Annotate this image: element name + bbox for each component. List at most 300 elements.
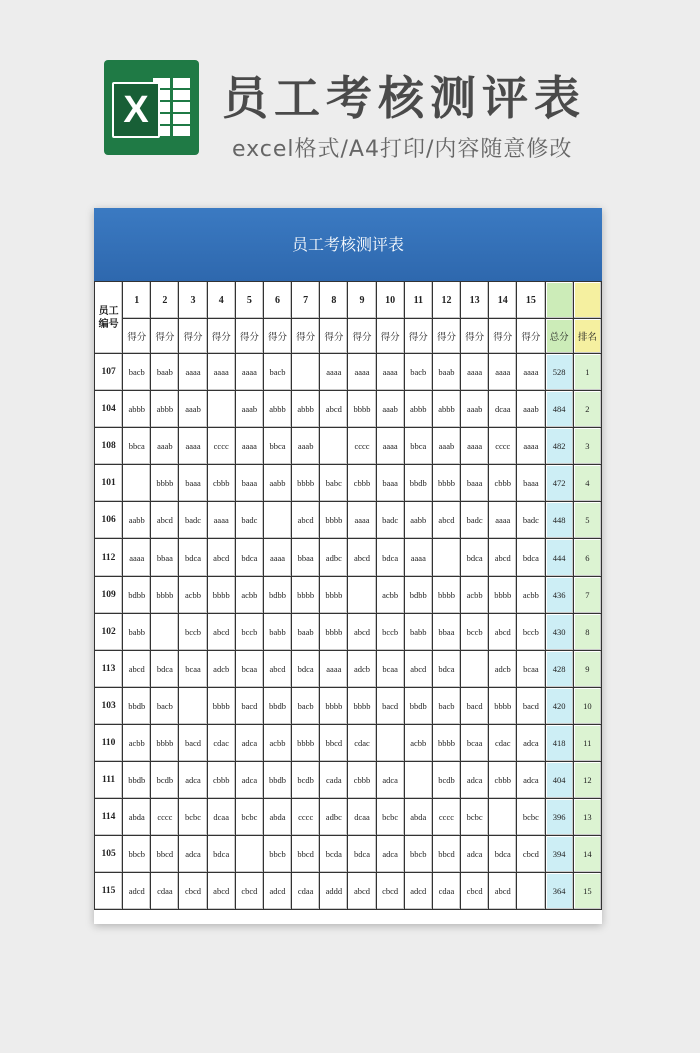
score-cell[interactable] xyxy=(517,873,545,910)
score-cell[interactable]: acbb xyxy=(123,724,151,761)
score-cell[interactable]: abcd xyxy=(320,391,348,428)
score-cell[interactable]: bdbb xyxy=(123,576,151,613)
score-cell[interactable]: acbb xyxy=(376,576,404,613)
score-cell[interactable]: bacb xyxy=(151,687,179,724)
score-cell[interactable]: bacb xyxy=(292,687,320,724)
column-number-header[interactable]: 14 xyxy=(489,282,517,319)
score-cell[interactable]: bdbb xyxy=(404,576,432,613)
score-cell[interactable]: abbb xyxy=(432,391,460,428)
employee-id-cell[interactable]: 113 xyxy=(95,650,123,687)
score-cell[interactable]: cccc xyxy=(292,799,320,836)
score-cell[interactable]: abcd xyxy=(348,613,376,650)
score-cell[interactable]: bcbc xyxy=(376,799,404,836)
score-cell[interactable]: bbbb xyxy=(151,465,179,502)
score-cell[interactable]: aaaa xyxy=(517,354,545,391)
score-cell[interactable] xyxy=(404,762,432,799)
score-cell[interactable]: aaaa xyxy=(461,354,489,391)
score-cell[interactable]: abcd xyxy=(263,650,291,687)
score-cell[interactable]: bbbb xyxy=(348,391,376,428)
score-cell[interactable]: aaaa xyxy=(235,354,263,391)
score-cell[interactable]: aaaa xyxy=(376,428,404,465)
score-cell[interactable]: adca xyxy=(179,762,207,799)
total-label-header[interactable]: 总分 xyxy=(545,319,573,354)
score-cell[interactable]: bbca xyxy=(263,428,291,465)
score-cell[interactable]: cccc xyxy=(151,799,179,836)
score-cell[interactable]: baaa xyxy=(179,465,207,502)
score-label-header[interactable]: 得分 xyxy=(235,319,263,354)
score-cell[interactable]: bbbb xyxy=(489,576,517,613)
score-cell[interactable]: bbdb xyxy=(263,762,291,799)
score-cell[interactable]: bdca xyxy=(207,836,235,873)
score-cell[interactable]: abcd xyxy=(489,539,517,576)
total-cell[interactable]: 404 xyxy=(545,762,573,799)
score-cell[interactable]: bbbb xyxy=(151,576,179,613)
employee-id-cell[interactable]: 109 xyxy=(95,576,123,613)
score-cell[interactable]: bbdb xyxy=(123,687,151,724)
score-cell[interactable]: aaaa xyxy=(348,502,376,539)
employee-id-cell[interactable]: 102 xyxy=(95,613,123,650)
total-cell[interactable]: 484 xyxy=(545,391,573,428)
employee-id-cell[interactable]: 106 xyxy=(95,502,123,539)
score-cell[interactable]: aaaa xyxy=(489,502,517,539)
score-cell[interactable]: bcaa xyxy=(517,650,545,687)
score-cell[interactable]: aaaa xyxy=(207,502,235,539)
score-cell[interactable]: cdac xyxy=(489,724,517,761)
score-cell[interactable]: cbbb xyxy=(348,465,376,502)
column-number-header[interactable]: 15 xyxy=(517,282,545,319)
total-cell[interactable]: 396 xyxy=(545,799,573,836)
score-cell[interactable]: bcbc xyxy=(517,799,545,836)
score-cell[interactable]: aaaa xyxy=(320,354,348,391)
score-cell[interactable]: adbc xyxy=(320,799,348,836)
employee-id-cell[interactable]: 103 xyxy=(95,687,123,724)
score-cell[interactable]: abcd xyxy=(207,613,235,650)
score-cell[interactable]: bcdb xyxy=(151,762,179,799)
total-cell[interactable]: 420 xyxy=(545,687,573,724)
score-cell[interactable]: dcaa xyxy=(207,799,235,836)
score-cell[interactable]: adca xyxy=(461,836,489,873)
column-number-header[interactable]: 9 xyxy=(348,282,376,319)
total-cell[interactable]: 364 xyxy=(545,873,573,910)
score-cell[interactable]: bcbc xyxy=(235,799,263,836)
score-cell[interactable]: adca xyxy=(376,836,404,873)
score-cell[interactable]: abbb xyxy=(123,391,151,428)
score-cell[interactable]: badc xyxy=(461,502,489,539)
score-cell[interactable]: adca xyxy=(235,724,263,761)
score-cell[interactable]: acbb xyxy=(263,724,291,761)
score-cell[interactable]: aaaa xyxy=(179,354,207,391)
score-cell[interactable]: aaaa xyxy=(404,539,432,576)
employee-id-cell[interactable]: 108 xyxy=(95,428,123,465)
rank-cell[interactable]: 8 xyxy=(573,613,601,650)
score-cell[interactable]: abcd xyxy=(207,539,235,576)
score-cell[interactable]: bbaa xyxy=(432,613,460,650)
score-cell[interactable]: aaaa xyxy=(207,354,235,391)
score-cell[interactable]: bbbb xyxy=(320,502,348,539)
score-cell[interactable]: bccb xyxy=(179,613,207,650)
score-cell[interactable]: bbdb xyxy=(404,687,432,724)
score-label-header[interactable]: 得分 xyxy=(461,319,489,354)
score-cell[interactable]: bdca xyxy=(517,539,545,576)
score-cell[interactable] xyxy=(348,576,376,613)
score-cell[interactable]: bbbb xyxy=(432,465,460,502)
column-number-header[interactable]: 6 xyxy=(263,282,291,319)
score-cell[interactable]: adca xyxy=(179,836,207,873)
score-cell[interactable]: adcb xyxy=(348,650,376,687)
score-cell[interactable]: baab xyxy=(432,354,460,391)
score-cell[interactable]: bbdb xyxy=(123,762,151,799)
score-cell[interactable]: bbdb xyxy=(404,465,432,502)
score-cell[interactable]: cbcd xyxy=(235,873,263,910)
score-cell[interactable]: bbcd xyxy=(151,836,179,873)
score-cell[interactable]: bacd xyxy=(461,687,489,724)
score-cell[interactable]: bbbb xyxy=(320,613,348,650)
column-number-header[interactable]: 1 xyxy=(123,282,151,319)
score-cell[interactable]: bbaa xyxy=(292,539,320,576)
rank-cell[interactable]: 9 xyxy=(573,650,601,687)
score-cell[interactable]: baab xyxy=(292,613,320,650)
column-number-header[interactable]: 4 xyxy=(207,282,235,319)
score-cell[interactable]: abcd xyxy=(348,873,376,910)
score-cell[interactable]: bbcd xyxy=(432,836,460,873)
score-cell[interactable]: abbb xyxy=(151,391,179,428)
score-cell[interactable]: bcaa xyxy=(235,650,263,687)
score-cell[interactable]: abcd xyxy=(432,502,460,539)
score-cell[interactable]: bdca xyxy=(376,539,404,576)
score-cell[interactable]: bdca xyxy=(292,650,320,687)
score-cell[interactable]: aaaa xyxy=(348,354,376,391)
rank-cell[interactable]: 4 xyxy=(573,465,601,502)
score-cell[interactable]: aaaa xyxy=(263,539,291,576)
score-cell[interactable]: bbbb xyxy=(432,576,460,613)
rank-cell[interactable]: 13 xyxy=(573,799,601,836)
score-label-header[interactable]: 得分 xyxy=(320,319,348,354)
rank-cell[interactable]: 14 xyxy=(573,836,601,873)
score-cell[interactable]: aaab xyxy=(432,428,460,465)
score-cell[interactable]: acbb xyxy=(517,576,545,613)
score-cell[interactable]: bbaa xyxy=(151,539,179,576)
score-cell[interactable]: bdca xyxy=(489,836,517,873)
score-cell[interactable]: bdca xyxy=(151,650,179,687)
score-label-header[interactable]: 得分 xyxy=(151,319,179,354)
score-cell[interactable]: aaaa xyxy=(517,428,545,465)
score-cell[interactable]: bbca xyxy=(123,428,151,465)
score-cell[interactable]: bbbb xyxy=(207,687,235,724)
score-cell[interactable]: bcdb xyxy=(292,762,320,799)
employee-id-cell[interactable]: 110 xyxy=(95,724,123,761)
score-cell[interactable]: abda xyxy=(123,799,151,836)
score-cell[interactable]: bccb xyxy=(376,613,404,650)
rank-cell[interactable]: 15 xyxy=(573,873,601,910)
column-number-header[interactable]: 3 xyxy=(179,282,207,319)
score-cell[interactable]: bbcb xyxy=(404,836,432,873)
score-cell[interactable]: babb xyxy=(404,613,432,650)
score-cell[interactable]: bcbc xyxy=(179,799,207,836)
score-cell[interactable]: bbbb xyxy=(348,687,376,724)
score-cell[interactable]: bbcb xyxy=(123,836,151,873)
rank-header-blank[interactable] xyxy=(573,282,601,319)
score-cell[interactable]: aaaa xyxy=(376,354,404,391)
score-cell[interactable]: aaaa xyxy=(123,539,151,576)
score-cell[interactable]: aaab xyxy=(292,428,320,465)
rank-cell[interactable]: 6 xyxy=(573,539,601,576)
score-cell[interactable]: bbcd xyxy=(320,724,348,761)
score-cell[interactable]: bbca xyxy=(404,428,432,465)
score-cell[interactable]: cbbb xyxy=(207,762,235,799)
column-number-header[interactable]: 5 xyxy=(235,282,263,319)
score-cell[interactable]: bbbb xyxy=(489,687,517,724)
score-cell[interactable]: abcd xyxy=(489,873,517,910)
score-cell[interactable]: bbbb xyxy=(320,576,348,613)
score-cell[interactable]: cccc xyxy=(489,428,517,465)
score-label-header[interactable]: 得分 xyxy=(179,319,207,354)
score-label-header[interactable]: 得分 xyxy=(489,319,517,354)
score-cell[interactable]: aaab xyxy=(461,391,489,428)
total-header-blank[interactable] xyxy=(545,282,573,319)
score-cell[interactable]: aaab xyxy=(151,428,179,465)
score-cell[interactable]: baaa xyxy=(235,465,263,502)
score-cell[interactable]: abcd xyxy=(348,539,376,576)
total-cell[interactable]: 444 xyxy=(545,539,573,576)
column-number-header[interactable]: 13 xyxy=(461,282,489,319)
score-cell[interactable]: adcb xyxy=(489,650,517,687)
score-cell[interactable]: bcaa xyxy=(179,650,207,687)
employee-id-cell[interactable]: 104 xyxy=(95,391,123,428)
score-cell[interactable]: cccc xyxy=(207,428,235,465)
score-cell[interactable]: bcaa xyxy=(461,724,489,761)
score-cell[interactable]: badc xyxy=(376,502,404,539)
score-label-header[interactable]: 得分 xyxy=(263,319,291,354)
score-cell[interactable] xyxy=(292,354,320,391)
score-cell[interactable]: cbbb xyxy=(489,762,517,799)
score-cell[interactable]: bbbb xyxy=(292,465,320,502)
score-label-header[interactable]: 得分 xyxy=(517,319,545,354)
score-cell[interactable]: badc xyxy=(517,502,545,539)
score-cell[interactable]: baab xyxy=(151,354,179,391)
score-cell[interactable]: aaaa xyxy=(235,428,263,465)
score-cell[interactable]: adca xyxy=(517,724,545,761)
score-cell[interactable]: bacb xyxy=(123,354,151,391)
score-cell[interactable]: cbbb xyxy=(207,465,235,502)
score-cell[interactable]: cbcd xyxy=(376,873,404,910)
score-cell[interactable]: baaa xyxy=(376,465,404,502)
score-cell[interactable]: abda xyxy=(263,799,291,836)
score-cell[interactable]: bacb xyxy=(263,354,291,391)
score-cell[interactable]: adbc xyxy=(320,539,348,576)
score-cell[interactable]: bbbb xyxy=(432,724,460,761)
score-cell[interactable]: cbcd xyxy=(179,873,207,910)
rank-cell[interactable]: 3 xyxy=(573,428,601,465)
score-cell[interactable]: acbb xyxy=(179,576,207,613)
score-cell[interactable]: cccc xyxy=(432,799,460,836)
employee-id-cell[interactable]: 101 xyxy=(95,465,123,502)
score-cell[interactable]: abbb xyxy=(292,391,320,428)
score-cell[interactable] xyxy=(235,836,263,873)
total-cell[interactable]: 428 xyxy=(545,650,573,687)
score-cell[interactable]: cbbb xyxy=(489,465,517,502)
score-cell[interactable]: bcbc xyxy=(461,799,489,836)
total-cell[interactable]: 436 xyxy=(545,576,573,613)
score-cell[interactable]: bbcb xyxy=(263,836,291,873)
score-cell[interactable]: bacd xyxy=(235,687,263,724)
score-cell[interactable]: bccb xyxy=(517,613,545,650)
total-cell[interactable]: 448 xyxy=(545,502,573,539)
score-cell[interactable]: bbbb xyxy=(151,724,179,761)
score-cell[interactable]: acbb xyxy=(235,576,263,613)
score-cell[interactable]: bbdb xyxy=(263,687,291,724)
score-cell[interactable]: abcd xyxy=(489,613,517,650)
score-cell[interactable] xyxy=(376,724,404,761)
employee-id-cell[interactable]: 107 xyxy=(95,354,123,391)
rank-cell[interactable]: 12 xyxy=(573,762,601,799)
rank-cell[interactable]: 11 xyxy=(573,724,601,761)
score-cell[interactable]: aabb xyxy=(263,465,291,502)
rank-cell[interactable]: 7 xyxy=(573,576,601,613)
score-cell[interactable]: cdaa xyxy=(151,873,179,910)
total-cell[interactable]: 528 xyxy=(545,354,573,391)
employee-id-cell[interactable]: 111 xyxy=(95,762,123,799)
employee-id-header[interactable]: 员工编号 xyxy=(95,282,123,354)
rank-label-header[interactable]: 排名 xyxy=(573,319,601,354)
column-number-header[interactable]: 8 xyxy=(320,282,348,319)
score-cell[interactable]: aaaa xyxy=(179,428,207,465)
score-cell[interactable] xyxy=(320,428,348,465)
score-cell[interactable]: bacb xyxy=(404,354,432,391)
score-cell[interactable]: babc xyxy=(320,465,348,502)
score-cell[interactable]: aaaa xyxy=(461,428,489,465)
score-cell[interactable] xyxy=(179,687,207,724)
score-cell[interactable]: babb xyxy=(263,613,291,650)
score-cell[interactable]: bacb xyxy=(432,687,460,724)
score-cell[interactable]: bbbb xyxy=(207,576,235,613)
score-label-header[interactable]: 得分 xyxy=(432,319,460,354)
score-cell[interactable]: bbbb xyxy=(320,687,348,724)
column-number-header[interactable]: 10 xyxy=(376,282,404,319)
total-cell[interactable]: 482 xyxy=(545,428,573,465)
score-cell[interactable]: bbbb xyxy=(292,724,320,761)
score-cell[interactable]: babb xyxy=(123,613,151,650)
score-cell[interactable]: dcaa xyxy=(489,391,517,428)
score-cell[interactable]: bdca xyxy=(461,539,489,576)
score-cell[interactable]: baaa xyxy=(517,465,545,502)
score-cell[interactable]: adca xyxy=(461,762,489,799)
score-cell[interactable]: cbcd xyxy=(461,873,489,910)
score-cell[interactable]: adcd xyxy=(123,873,151,910)
total-cell[interactable]: 472 xyxy=(545,465,573,502)
score-cell[interactable]: bccb xyxy=(461,613,489,650)
employee-id-cell[interactable]: 115 xyxy=(95,873,123,910)
score-label-header[interactable]: 得分 xyxy=(292,319,320,354)
score-cell[interactable]: bcaa xyxy=(376,650,404,687)
score-cell[interactable] xyxy=(263,502,291,539)
score-cell[interactable]: cccc xyxy=(348,428,376,465)
score-cell[interactable]: cbbb xyxy=(348,762,376,799)
score-cell[interactable]: acbb xyxy=(461,576,489,613)
rank-cell[interactable]: 10 xyxy=(573,687,601,724)
score-cell[interactable]: cdaa xyxy=(292,873,320,910)
score-label-header[interactable]: 得分 xyxy=(376,319,404,354)
score-label-header[interactable]: 得分 xyxy=(404,319,432,354)
score-cell[interactable]: baaa xyxy=(461,465,489,502)
score-cell[interactable]: badc xyxy=(235,502,263,539)
score-cell[interactable] xyxy=(151,613,179,650)
score-cell[interactable] xyxy=(123,465,151,502)
score-cell[interactable]: cdac xyxy=(207,724,235,761)
score-cell[interactable]: adca xyxy=(517,762,545,799)
score-cell[interactable]: abbb xyxy=(404,391,432,428)
score-cell[interactable]: acbb xyxy=(404,724,432,761)
score-cell[interactable]: bcda xyxy=(320,836,348,873)
score-cell[interactable]: bdca xyxy=(432,650,460,687)
score-cell[interactable]: bdbb xyxy=(263,576,291,613)
score-cell[interactable]: adcd xyxy=(404,873,432,910)
column-number-header[interactable]: 12 xyxy=(432,282,460,319)
column-number-header[interactable]: 11 xyxy=(404,282,432,319)
score-cell[interactable]: bbbb xyxy=(292,576,320,613)
score-label-header[interactable]: 得分 xyxy=(207,319,235,354)
score-cell[interactable]: bacd xyxy=(517,687,545,724)
score-cell[interactable]: adca xyxy=(376,762,404,799)
score-cell[interactable]: aaab xyxy=(517,391,545,428)
score-cell[interactable]: bbcd xyxy=(292,836,320,873)
score-cell[interactable]: bacd xyxy=(179,724,207,761)
score-cell[interactable] xyxy=(207,391,235,428)
score-cell[interactable]: bccb xyxy=(235,613,263,650)
score-cell[interactable]: bdca xyxy=(235,539,263,576)
rank-cell[interactable]: 2 xyxy=(573,391,601,428)
column-number-header[interactable]: 7 xyxy=(292,282,320,319)
total-cell[interactable]: 418 xyxy=(545,724,573,761)
score-label-header[interactable]: 得分 xyxy=(348,319,376,354)
score-cell[interactable]: bacd xyxy=(376,687,404,724)
score-cell[interactable]: adca xyxy=(235,762,263,799)
score-cell[interactable]: adcb xyxy=(207,650,235,687)
score-cell[interactable]: aabb xyxy=(123,502,151,539)
score-cell[interactable]: abcd xyxy=(404,650,432,687)
total-cell[interactable]: 430 xyxy=(545,613,573,650)
score-cell[interactable]: abcd xyxy=(123,650,151,687)
score-cell[interactable]: abda xyxy=(404,799,432,836)
total-cell[interactable]: 394 xyxy=(545,836,573,873)
score-cell[interactable]: cbcd xyxy=(517,836,545,873)
score-cell[interactable]: abbb xyxy=(263,391,291,428)
score-cell[interactable]: aabb xyxy=(404,502,432,539)
score-cell[interactable]: cada xyxy=(320,762,348,799)
score-cell[interactable]: aaab xyxy=(376,391,404,428)
employee-id-cell[interactable]: 112 xyxy=(95,539,123,576)
score-cell[interactable]: adcd xyxy=(263,873,291,910)
score-cell[interactable]: badc xyxy=(179,502,207,539)
score-cell[interactable]: abcd xyxy=(207,873,235,910)
rank-cell[interactable]: 1 xyxy=(573,354,601,391)
score-cell[interactable]: addd xyxy=(320,873,348,910)
score-cell[interactable]: aaaa xyxy=(320,650,348,687)
employee-id-cell[interactable]: 105 xyxy=(95,836,123,873)
score-cell[interactable]: bcdb xyxy=(432,762,460,799)
employee-id-cell[interactable]: 114 xyxy=(95,799,123,836)
score-cell[interactable]: bdca xyxy=(348,836,376,873)
score-cell[interactable] xyxy=(461,650,489,687)
score-cell[interactable]: aaaa xyxy=(489,354,517,391)
score-cell[interactable]: aaab xyxy=(235,391,263,428)
score-cell[interactable]: cdaa xyxy=(432,873,460,910)
score-cell[interactable] xyxy=(432,539,460,576)
score-cell[interactable]: abcd xyxy=(292,502,320,539)
score-cell[interactable]: abcd xyxy=(151,502,179,539)
score-cell[interactable]: cdac xyxy=(348,724,376,761)
column-number-header[interactable]: 2 xyxy=(151,282,179,319)
score-cell[interactable]: bdca xyxy=(179,539,207,576)
